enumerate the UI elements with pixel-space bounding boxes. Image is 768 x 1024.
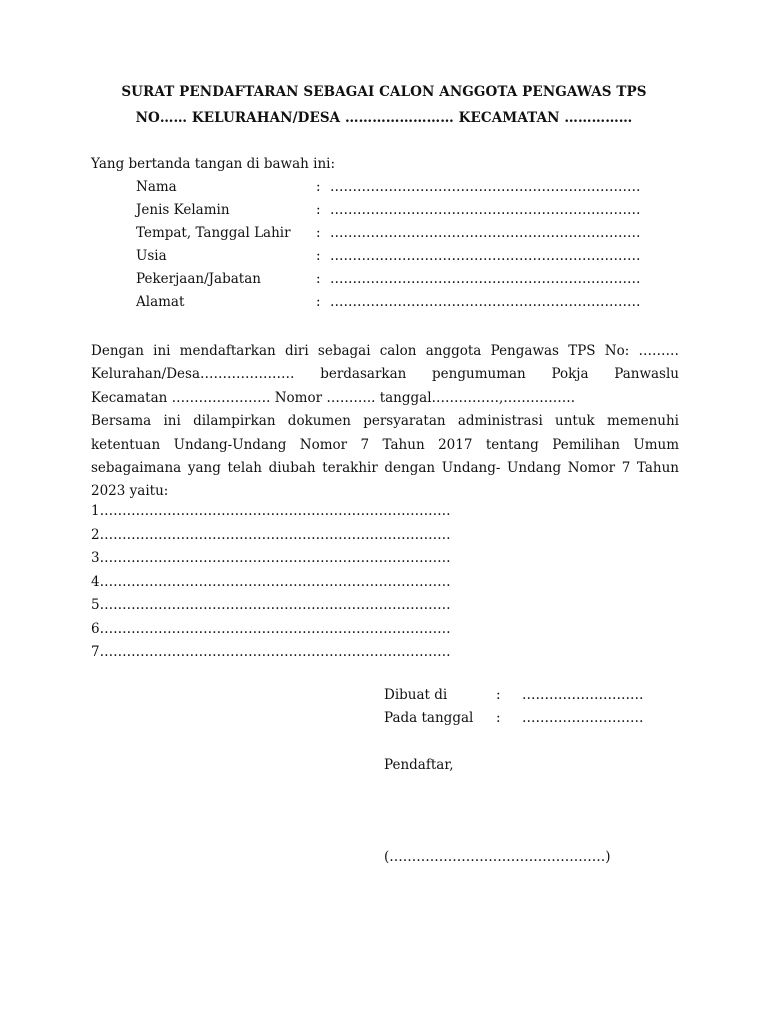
document-subtitle: NO…… KELURAHAN/DESA …………………… KECAMATAN …………… [135,110,633,126]
field-label: Pekerjaan/Jabatan [136,271,261,287]
made-at-colon: : [496,687,501,703]
list-item: 3…………………………………………………………………… [91,550,451,566]
field-row-tempat-tanggal-lahir [136,224,641,247]
registrant-name-line: (…………………………………………) [384,849,611,865]
field-colon: : [316,271,321,287]
field-colon: : [316,294,321,310]
field-label: Nama [136,179,177,195]
field-label: Jenis Kelamin [136,202,230,218]
date-value: ……………………… [522,710,644,726]
registration-paragraph [91,340,679,504]
field-colon: : [316,202,321,218]
list-item: 2…………………………………………………………………… [91,526,451,543]
paragraph-line: Dengan ini mendaftarkan diri sebagai calon anggota Pengawas TPS No: ……… [91,343,679,359]
identity-fields [136,178,641,316]
field-value: …………………………………………………………… [330,271,641,287]
attachment-list [91,502,451,667]
field-value: …………………………………………………………… [330,294,641,310]
date-row [384,709,644,732]
date-colon: : [496,710,501,726]
made-at-row [384,686,644,709]
field-value: …………………………………………………………… [330,225,641,241]
attachment-paragraph: Bersama ini dilampirkan dokumen persyaratan administrasi untuk memenuhi ketentuan Undang-Undang Nomor 7 Tahun 2017 tentang Pemilihan Umum sebagaimana yang telah diubah terakhir dengan Undang- Undang Nomor 7 Tahun 2023 yaitu: [91,413,679,500]
document-title: SURAT PENDAFTARAN SEBAGAI CALON ANGGOTA PENGAWAS TPS [121,84,647,100]
registrant-role: Pendaftar, [384,757,454,773]
field-value: …………………………………………………………… [330,248,641,264]
field-value: …………………………………………………………… [330,202,641,218]
date-label: Pada tanggal [384,710,474,726]
field-colon: : [316,225,321,241]
field-row-alamat [136,293,641,316]
list-item: 1…………………………………………………………………… [91,503,451,519]
field-row-nama [136,178,641,201]
field-row-jenis-kelamin [136,201,641,224]
field-colon: : [316,248,321,264]
list-item: 4…………………………………………………………………… [91,573,451,590]
list-item: 5…………………………………………………………………… [91,597,451,613]
field-colon: : [316,179,321,195]
intro-text: Yang bertanda tangan di bawah ini: [91,156,336,172]
field-row-usia [136,247,641,270]
made-at-label: Dibuat di [384,687,448,703]
list-item: 7…………………………………………………………………… [91,644,451,660]
made-at-value: ……………………… [522,687,644,703]
paragraph-line: Kelurahan/Desa………………… berdasarkan pengumuman Pokja Panwaslu [91,366,679,383]
list-item: 6…………………………………………………………………… [91,620,451,637]
field-label: Alamat [136,294,185,310]
paragraph-line: Kecamatan …………………. Nomor ……….. tanggal……………,……………. [91,389,576,406]
field-label: Usia [136,248,167,264]
signature-block [384,686,644,732]
field-value: …………………………………………………………… [330,179,641,195]
field-label: Tempat, Tanggal Lahir [136,225,291,241]
field-row-pekerjaan [136,270,641,293]
